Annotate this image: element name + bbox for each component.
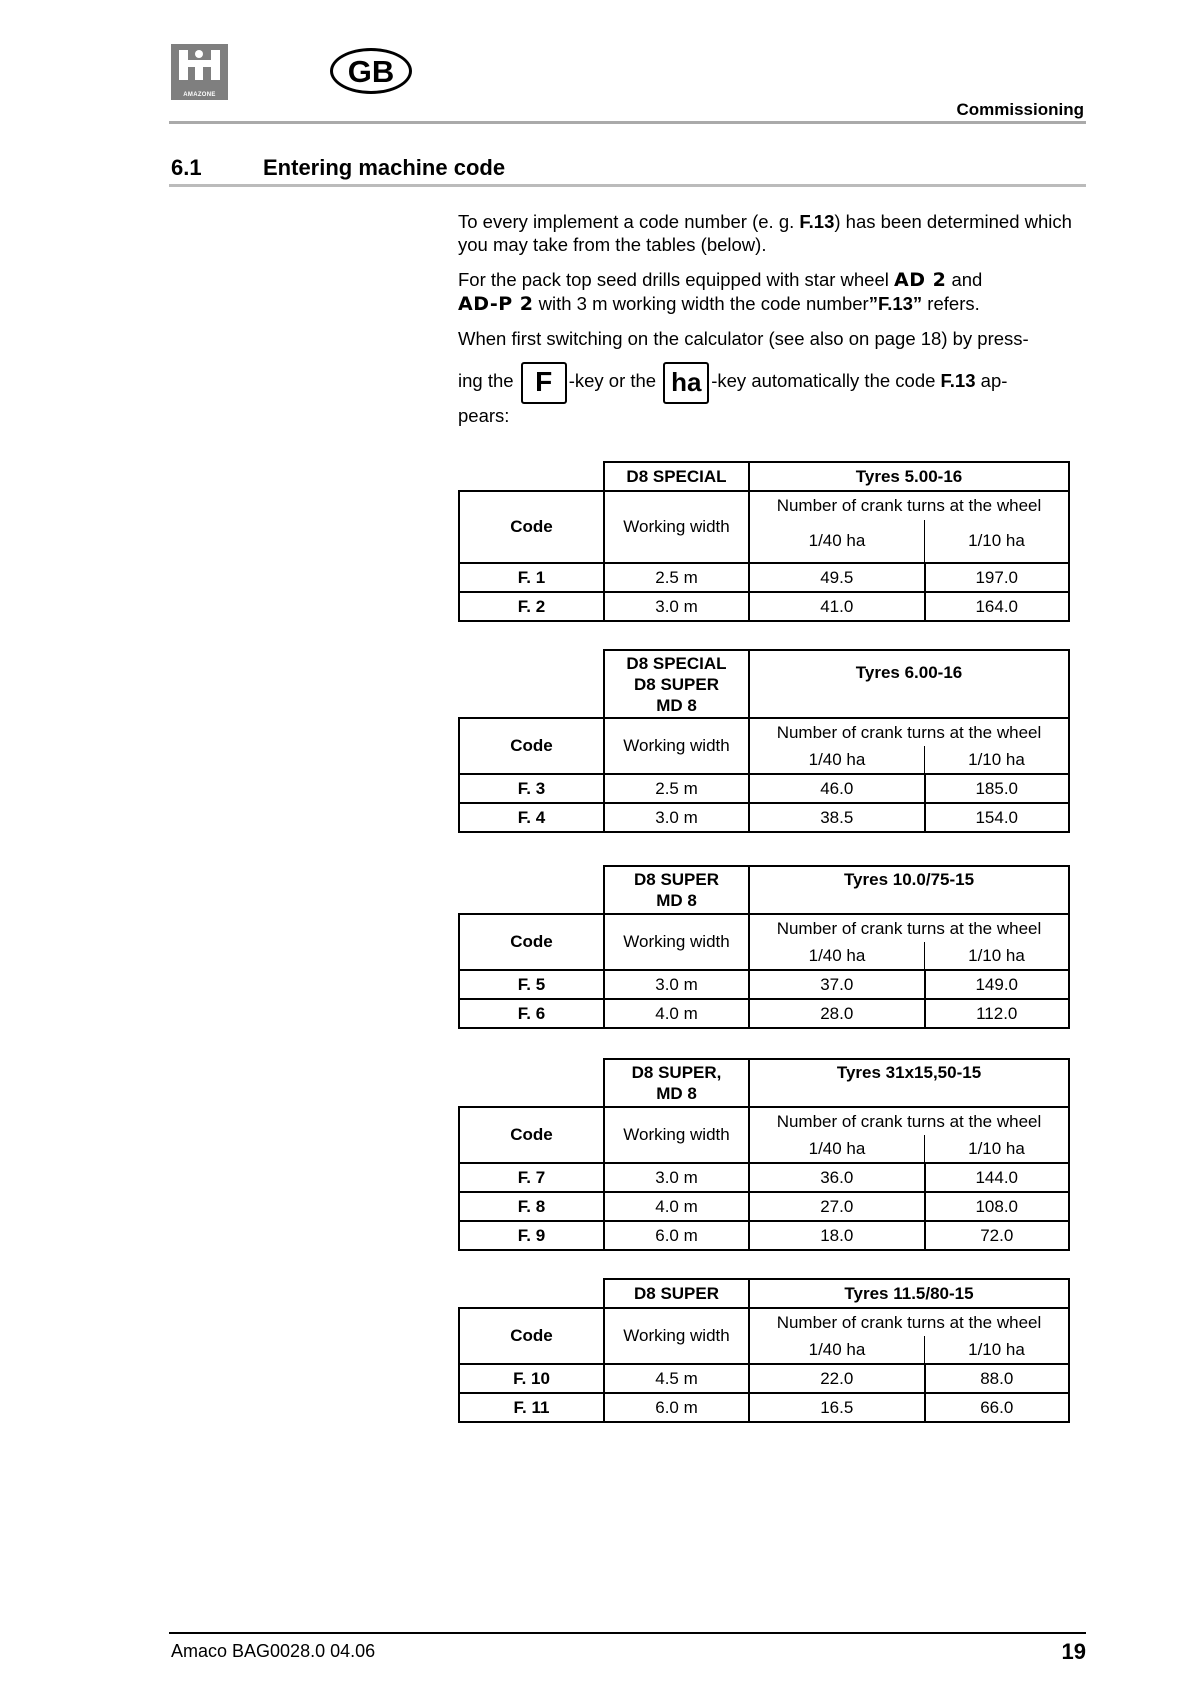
code-table-3 <box>458 865 1070 1029</box>
ha-key-icon: ha <box>663 362 709 404</box>
heading-divider <box>169 184 1086 187</box>
table-row: F. 11 6.0 m 16.5 66.0 <box>459 1393 1069 1422</box>
intro-paragraph-2: For the pack top seed drills equipped with star wheel AD 2 and AD-P 2 with 3 m working width the code number”F.13” refers. <box>458 269 983 315</box>
crank-turns-header: Number of crank turns at the wheel <box>749 718 1069 746</box>
table-row: F. 8 4.0 m 27.0 108.0 <box>459 1192 1069 1221</box>
intro-paragraph-1: To every implement a code number (e. g. F.13) has been determined which you may take from the tables (below). <box>458 211 1072 255</box>
table-row: F. 2 3.0 m 41.0 164.0 <box>459 592 1069 621</box>
code-table-1 <box>458 461 1070 622</box>
footer-divider <box>169 1632 1086 1634</box>
code-table-2 <box>458 649 1070 833</box>
working-width-header: Working width <box>604 491 749 563</box>
model-cell: D8 SUPER <box>604 1279 749 1308</box>
col-40ha-header: 1/40 ha <box>808 1138 866 1158</box>
code-header: Code <box>459 718 604 774</box>
col-10ha-header: 1/10 ha <box>925 746 1070 774</box>
brand-ad2: AD 2 <box>894 269 947 291</box>
code-header: Code <box>459 1308 604 1364</box>
col-10ha-header: 1/10 ha <box>925 942 1070 970</box>
model-cell: D8 SPECIAL D8 SUPER MD 8 <box>604 650 749 718</box>
country-badge: GB <box>330 48 412 94</box>
page-number: 19 <box>1061 1639 1086 1664</box>
table-row: F. 1 2.5 m 49.5 197.0 <box>459 563 1069 592</box>
col-40ha-header: 1/40 ha <box>808 749 866 769</box>
tyres-cell: Tyres 6.00-16 <box>749 650 1069 718</box>
col-40ha-header: 1/40 ha <box>808 945 866 965</box>
model-cell: D8 SUPER, MD 8 <box>604 1059 749 1107</box>
brand-adp2: AD-P 2 <box>458 293 534 315</box>
working-width-header: Working width <box>604 1308 749 1364</box>
section-header: Commissioning <box>956 100 1084 119</box>
col-40ha-header: 1/40 ha <box>808 530 866 550</box>
code-header: Code <box>459 1107 604 1163</box>
table-row: F. 9 6.0 m 18.0 72.0 <box>459 1221 1069 1250</box>
crank-turns-header: Number of crank turns at the wheel <box>749 1107 1069 1135</box>
crank-turns-header: Number of crank turns at the wheel <box>749 914 1069 942</box>
logo-text: AMAZONE <box>183 92 216 98</box>
table-row: F. 10 4.5 m 22.0 88.0 <box>459 1364 1069 1393</box>
logo-emblem-icon <box>171 44 228 88</box>
code-table-5 <box>458 1278 1070 1423</box>
model-cell: D8 SUPER MD 8 <box>604 866 749 914</box>
tyres-cell: Tyres 10.0/75-15 <box>749 866 1069 914</box>
tyres-cell: Tyres 11.5/80-15 <box>749 1279 1069 1308</box>
tyres-cell: Tyres 5.00-16 <box>749 462 1069 491</box>
amazone-logo <box>171 44 228 100</box>
working-width-header: Working width <box>604 718 749 774</box>
code-header: Code <box>459 914 604 970</box>
table-row: F. 3 2.5 m 46.0 185.0 <box>459 774 1069 803</box>
table-row: F. 5 3.0 m 37.0 149.0 <box>459 970 1069 999</box>
f-key-icon: F <box>521 362 567 404</box>
code-table-4 <box>458 1058 1070 1251</box>
crank-turns-header: Number of crank turns at the wheel <box>749 491 1069 520</box>
header-divider <box>169 121 1086 124</box>
col-10ha-header: 1/10 ha <box>925 520 1070 563</box>
table-row: F. 6 4.0 m 28.0 112.0 <box>459 999 1069 1028</box>
code-header: Code <box>459 491 604 563</box>
col-10ha-header: 1/10 ha <box>925 1135 1070 1163</box>
working-width-header: Working width <box>604 1107 749 1163</box>
table-row: F. 7 3.0 m 36.0 144.0 <box>459 1163 1069 1192</box>
model-cell: D8 SPECIAL <box>604 462 749 491</box>
working-width-header: Working width <box>604 914 749 970</box>
intro-paragraph-4: ing the F -key or the ha -key automatically the code F.13 ap- pears: <box>458 362 1078 427</box>
col-40ha-header: 1/40 ha <box>808 1339 866 1359</box>
footer-doc-id: Amaco BAG0028.0 04.06 <box>171 1641 376 1661</box>
table-row: F. 4 3.0 m 38.5 154.0 <box>459 803 1069 832</box>
crank-turns-header: Number of crank turns at the wheel <box>749 1308 1069 1336</box>
col-10ha-header: 1/10 ha <box>925 1336 1070 1364</box>
heading-number: 6.1 <box>171 155 202 180</box>
page-title: Entering machine code <box>263 155 506 180</box>
intro-paragraph-3: When first switching on the calculator (see also on page 18) by press- <box>458 328 1029 349</box>
tyres-cell: Tyres 31x15,50-15 <box>749 1059 1069 1107</box>
